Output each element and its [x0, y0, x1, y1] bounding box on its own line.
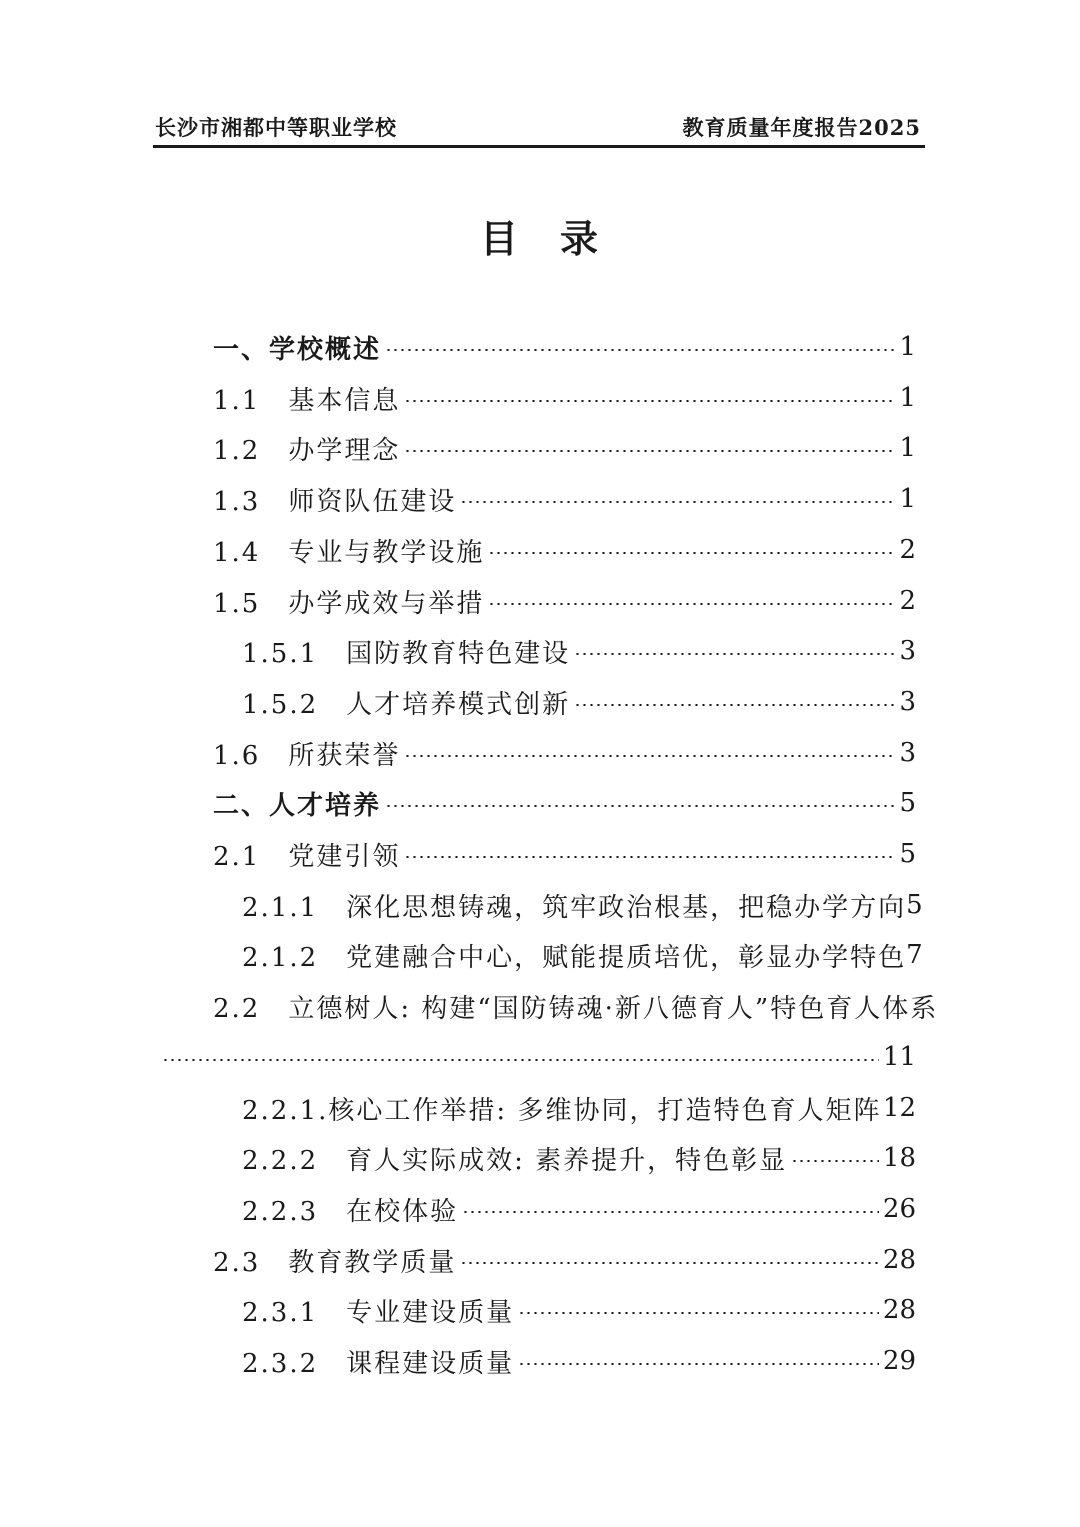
toc-entry-label: 1.2 办学理念	[213, 435, 401, 466]
toc-entry	[213, 778, 916, 828]
toc-entry	[242, 1336, 916, 1386]
toc-entry-label: 一、学校概述	[213, 334, 382, 365]
toc-entry-label: 2.2.2 育人实际成效: 素养提升，特色彰显	[242, 1145, 788, 1176]
toc-entry-label: 2.1.1 深化思想铸魂，筑牢政治根基，把稳办学方向	[242, 892, 907, 923]
toc-entry-page: 5	[906, 890, 923, 920]
dot-leader	[404, 450, 895, 452]
header-report-title: 教育质量年度报告2025	[682, 115, 921, 140]
toc-entry-label: 2.1 党建引领	[213, 841, 401, 872]
toc-entry	[242, 1285, 916, 1335]
toc-entry-label: 1.5.1 国防教育特色建设	[242, 638, 571, 669]
toc-entry-label: 2.2.1.核心工作举措: 多维协同，打造特色育人矩阵	[242, 1095, 882, 1126]
toc-title: 目 录	[479, 216, 600, 261]
toc-entry-page: 18	[882, 1143, 916, 1173]
toc-entry	[213, 423, 916, 473]
toc-entry	[213, 474, 916, 524]
toc-entry-page: 3	[899, 687, 916, 717]
toc-entry-page: 3	[899, 636, 916, 666]
toc-entry	[213, 1235, 916, 1285]
page-header	[153, 104, 925, 148]
toc-entry-page: 28	[882, 1295, 916, 1325]
dot-leader	[385, 805, 895, 807]
dot-leader	[460, 501, 895, 503]
toc-entry-page: 2	[899, 586, 916, 616]
dot-leader	[460, 1262, 879, 1264]
toc-entry-page: 5	[899, 788, 916, 818]
toc-entry-label: 2.3.1 专业建设质量	[242, 1297, 515, 1328]
toc-entry	[242, 930, 923, 980]
dot-leader	[404, 856, 895, 858]
toc-entry	[213, 981, 938, 1031]
toc-entry	[242, 1083, 916, 1133]
toc-entry	[213, 728, 916, 778]
toc-entry-page: 1	[899, 332, 916, 362]
toc-entry-page: 1	[899, 433, 916, 463]
dot-leader	[404, 755, 895, 757]
dot-leader	[462, 1211, 879, 1213]
toc-entry-page: 7	[906, 940, 923, 970]
dot-leader	[574, 653, 895, 655]
toc-entry-page: 29	[882, 1346, 916, 1376]
toc-entry-label: 二、人才培养	[213, 790, 382, 821]
toc-entry-page: 5	[899, 839, 916, 869]
toc-entry	[213, 829, 916, 879]
toc-entry-label: 1.1 基本信息	[213, 385, 401, 416]
toc-entry	[158, 1032, 916, 1082]
toc-entry	[213, 373, 916, 423]
toc-entry	[213, 576, 916, 626]
dot-leader	[518, 1363, 879, 1365]
toc-entry-label: 1.4 专业与教学设施	[213, 537, 485, 568]
toc-entry-label: 1.5 办学成效与举措	[213, 588, 485, 619]
toc-entry-label: 2.3.2 课程建设质量	[242, 1348, 515, 1379]
toc-entry	[242, 1133, 916, 1183]
toc-entry	[242, 880, 923, 930]
toc-entry-page: 12	[882, 1093, 916, 1123]
toc-entry	[242, 677, 916, 727]
header-school-name: 长沙市湘都中等职业学校	[155, 115, 397, 140]
dot-leader	[162, 1059, 879, 1061]
toc-entry-label: 1.5.2 人才培养模式创新	[242, 689, 571, 720]
dot-leader	[488, 603, 895, 605]
dot-leader	[518, 1312, 879, 1314]
toc-entry-label: 2.1.2 党建融合中心，赋能提质培优，彰显办学特色	[242, 942, 907, 973]
toc-entry	[213, 525, 916, 575]
dot-leader	[791, 1160, 879, 1162]
toc-entry-page: 3	[899, 738, 916, 768]
dot-leader	[385, 349, 895, 351]
toc-entry	[242, 626, 916, 676]
toc-entry-page: 28	[882, 1245, 916, 1275]
toc-entry-label: 2.2.3 在校体验	[242, 1196, 459, 1227]
toc-entry-page: 1	[899, 383, 916, 413]
toc-entry-page: 2	[899, 535, 916, 565]
dot-leader	[488, 552, 895, 554]
toc-entry-page: 26	[882, 1194, 916, 1224]
dot-leader	[404, 400, 895, 402]
toc-entry-label: 1.6 所获荣誉	[213, 740, 401, 771]
toc-entry-page: 11	[882, 1042, 916, 1072]
toc-entry-label: 1.3 师资队伍建设	[213, 486, 457, 517]
toc-entry-label: 2.3 教育教学质量	[213, 1247, 457, 1278]
toc-entry-page: 1	[899, 484, 916, 514]
dot-leader	[574, 704, 895, 706]
toc-entry	[213, 322, 916, 372]
toc-entry-label: 2.2 立德树人: 构建“国防铸魂·新八德育人”特色育人体系	[213, 993, 939, 1024]
toc-entry	[242, 1184, 916, 1234]
